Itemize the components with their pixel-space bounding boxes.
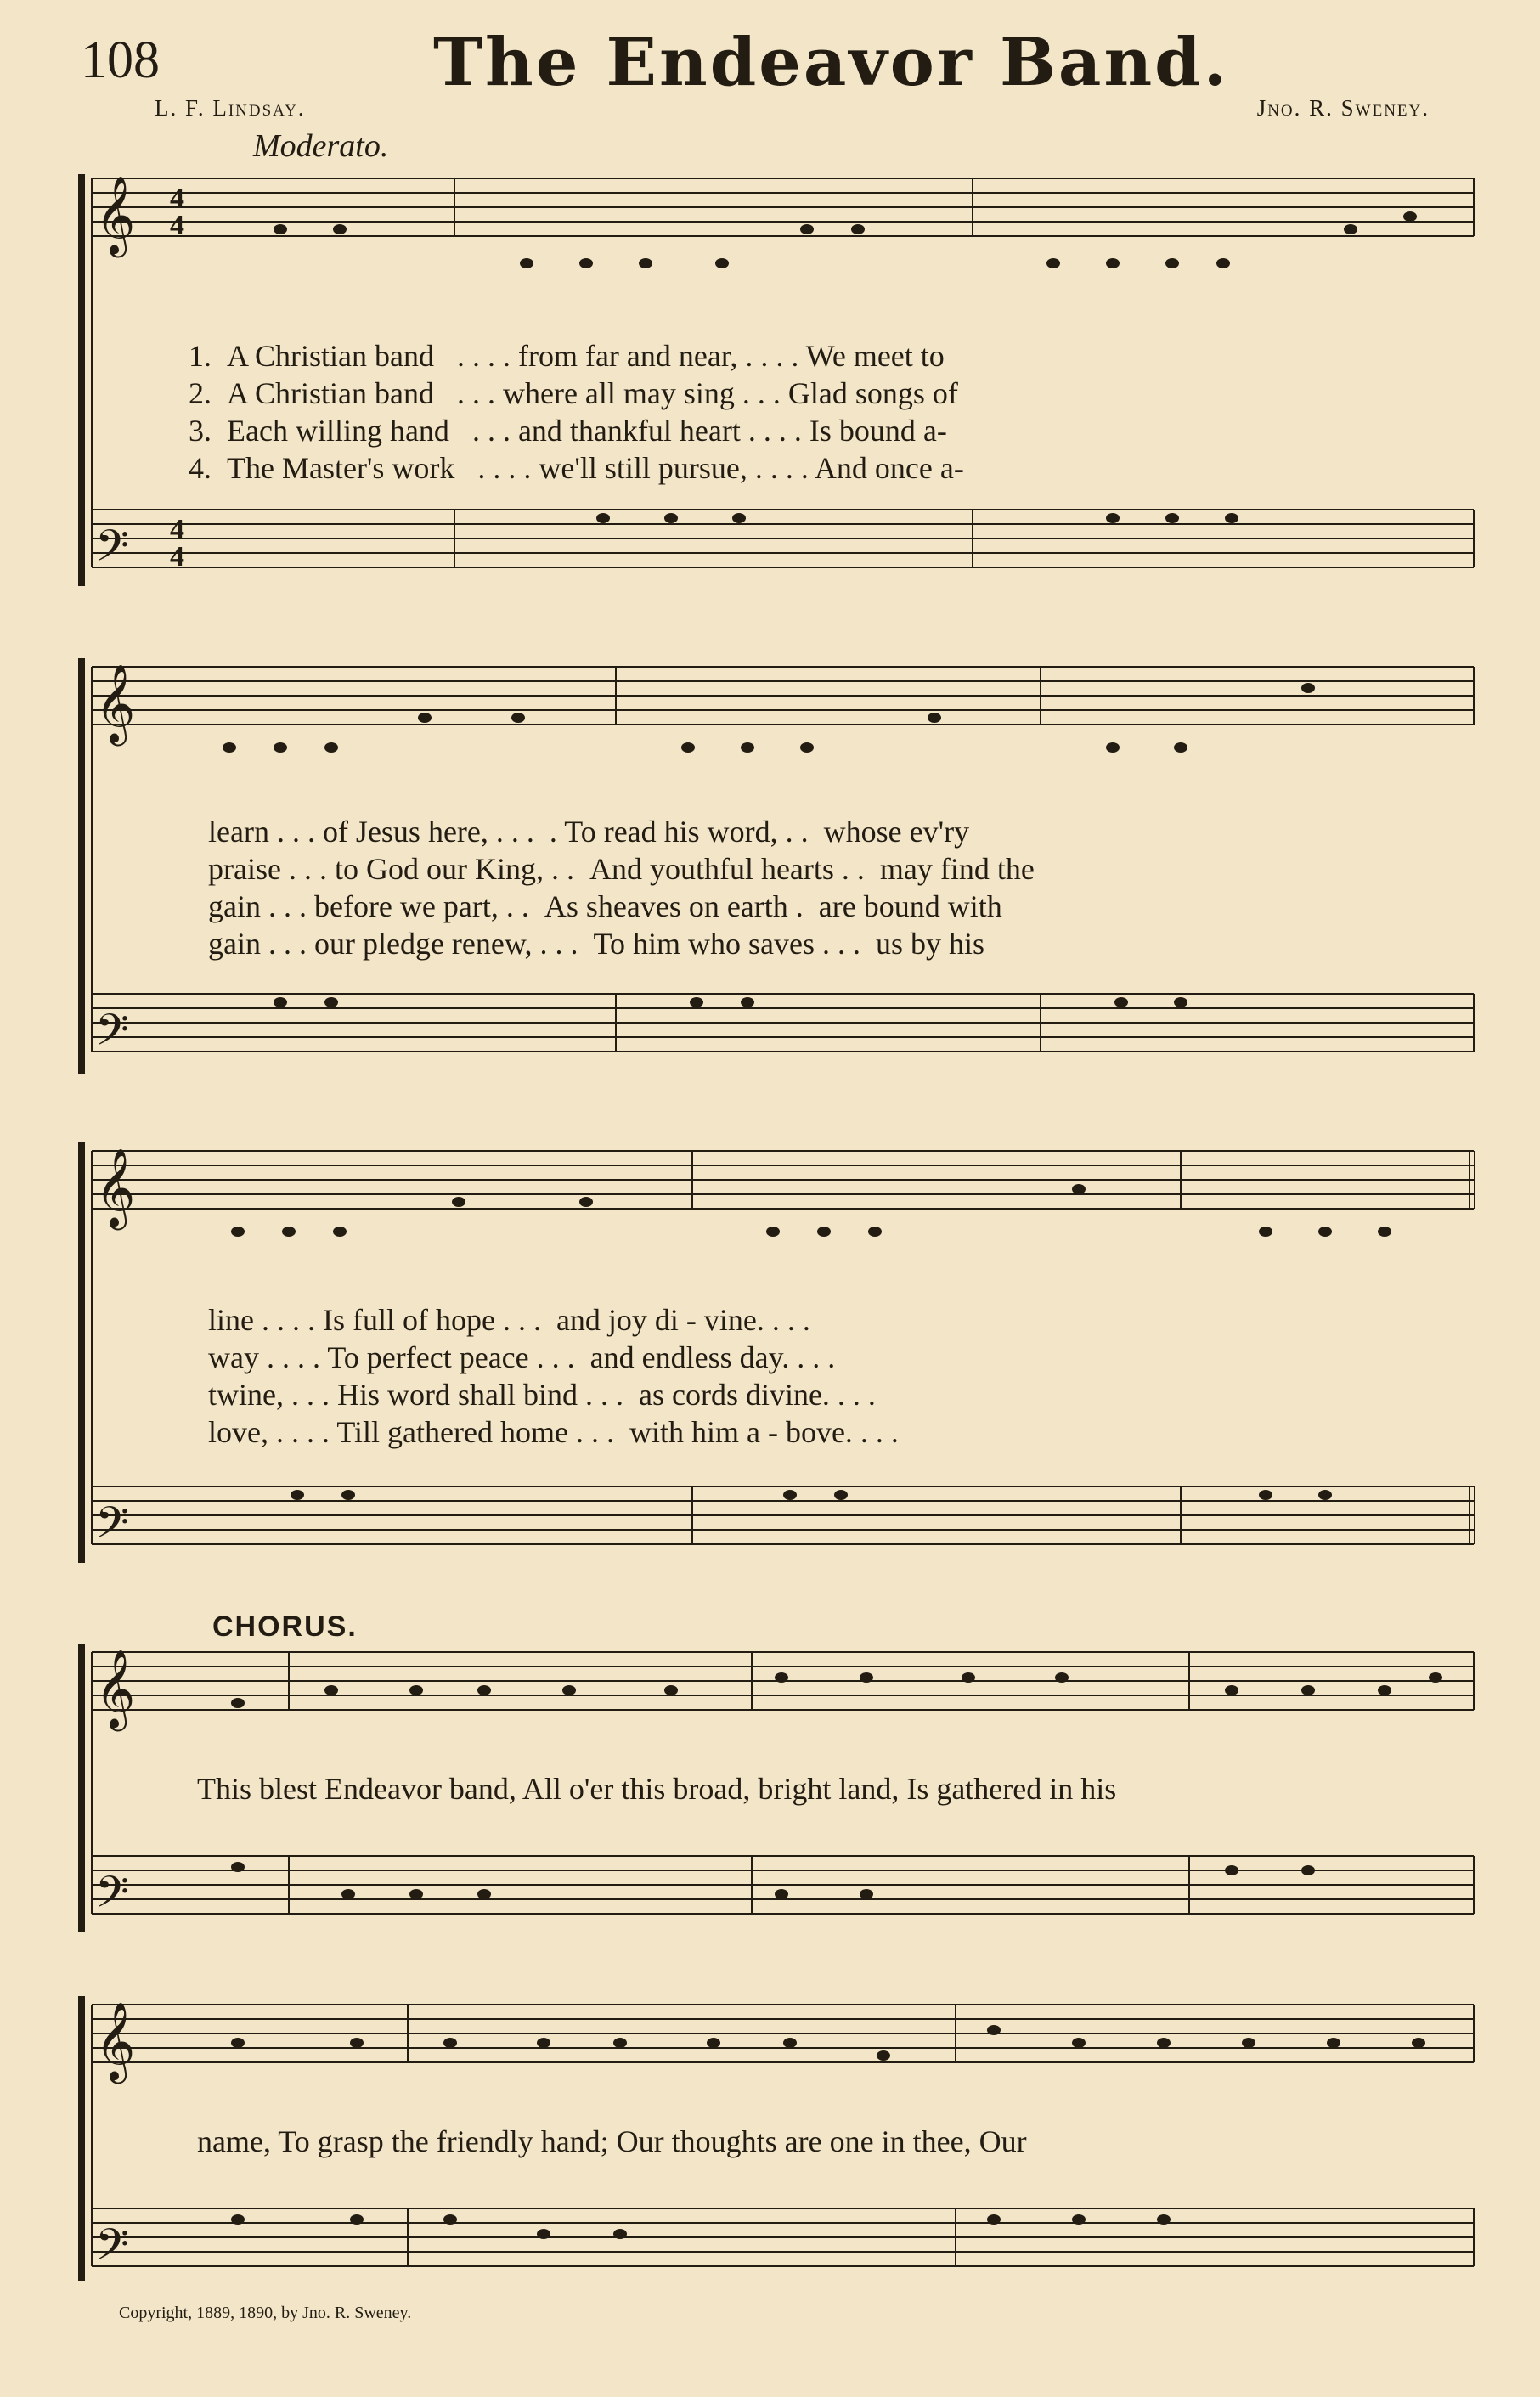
hymn-title: The Endeavor Band. <box>433 24 1229 101</box>
svg-text:4: 4 <box>170 541 184 572</box>
page-number: 108 <box>81 31 160 89</box>
svg-text:𝄢: 𝄢 <box>95 1007 129 1065</box>
svg-text:4: 4 <box>170 514 184 545</box>
lyricist: L. F. Lindsay. <box>155 95 306 121</box>
music-system-4 <box>76 1639 1478 1979</box>
svg-text:𝄞: 𝄞 <box>95 1151 136 1226</box>
svg-text:4: 4 <box>170 183 184 214</box>
verse-4-line-1: 4. The Master's work . . . . we'll still pursue, . . . . And once a- <box>189 451 964 485</box>
svg-text:𝄞: 𝄞 <box>95 2005 136 2079</box>
verse-4-line-3: love, . . . . Till gathered home . . . with him a - bove. . . . <box>208 1415 899 1449</box>
verse-2-line-2: praise . . . to God our King, . . And youthful hearts . . may find the <box>208 852 1035 886</box>
svg-text:𝄞: 𝄞 <box>95 178 136 253</box>
verse-3-line-2: gain . . . before we part, . . As sheaves on earth . are bound with <box>208 889 1002 923</box>
copyright-notice: Copyright, 1889, 1890, by Jno. R. Sweney. <box>119 2304 412 2322</box>
verse-2-line-3: way . . . . To perfect peace . . . and endless day. . . . <box>208 1340 836 1374</box>
svg-text:4: 4 <box>170 210 184 241</box>
svg-text:𝄢: 𝄢 <box>95 1870 129 1927</box>
verse-1-line-1: 1. A Christian band . . . . from far and near, . . . . We meet to <box>189 339 945 373</box>
svg-text:𝄢: 𝄢 <box>95 1500 129 1558</box>
svg-text:𝄢: 𝄢 <box>95 523 129 581</box>
chorus-line-1: This blest Endeavor band, All o'er this broad, bright land, Is gathered in his <box>197 1772 1117 1806</box>
verse-4-line-2: gain . . . our pledge renew, . . . To him who saves . . . us by his <box>208 927 985 961</box>
staff-notation <box>76 1639 1478 1979</box>
verse-1-line-3: line . . . . Is full of hope . . . and joy di - vine. . . . <box>208 1303 810 1337</box>
svg-text:𝄞: 𝄞 <box>95 1652 136 1727</box>
composer: Jno. R. Sweney. <box>1256 95 1430 121</box>
verse-2-line-1: 2. A Christian band . . . where all may sing . . . Glad songs of <box>189 376 958 410</box>
verse-1-line-2: learn . . . of Jesus here, . . . . To read his word, . . whose ev'ry <box>208 815 970 849</box>
verse-3-line-1: 3. Each willing hand . . . and thankful heart . . . . Is bound a- <box>189 414 947 448</box>
chorus-label: CHORUS. <box>212 1610 358 1643</box>
svg-text:𝄞: 𝄞 <box>95 667 136 742</box>
svg-text:𝄢: 𝄢 <box>95 2222 129 2280</box>
verse-3-line-3: twine, . . . His word shall bind . . . as cords divine. . . . <box>208 1378 876 1412</box>
chorus-line-2: name, To grasp the friendly hand; Our thoughts are one in thee, Our <box>197 2124 1027 2158</box>
tempo-marking: Moderato. <box>253 128 389 164</box>
